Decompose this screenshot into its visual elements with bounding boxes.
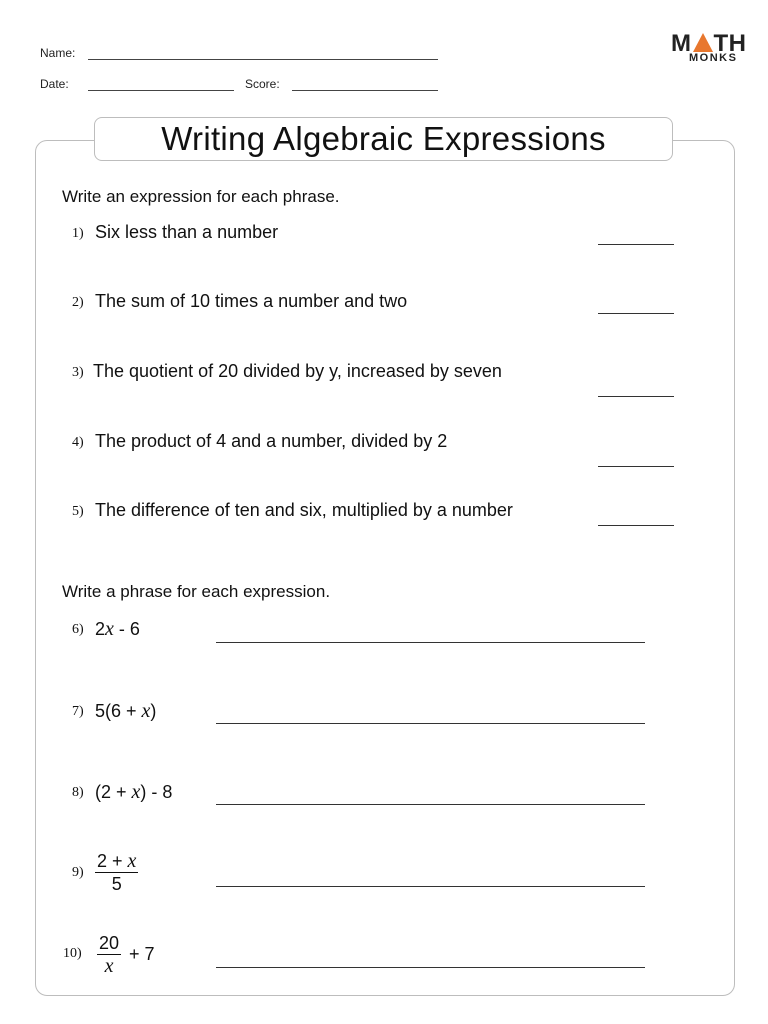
question-number: 2) xyxy=(72,295,84,310)
expression: 5(6 + x) xyxy=(95,700,157,722)
question-number: 10) xyxy=(63,946,82,961)
worksheet-frame xyxy=(35,140,735,996)
answer-line[interactable] xyxy=(598,525,674,526)
answer-line[interactable] xyxy=(598,313,674,314)
answer-line[interactable] xyxy=(216,723,645,724)
question-number: 7) xyxy=(72,704,84,719)
fraction-expression: $\frac{2 + x}{5}$ xyxy=(97,850,137,894)
logo-subtext: MONKS xyxy=(689,52,738,64)
question-number: 3) xyxy=(72,365,84,380)
score-label: Score: xyxy=(245,77,280,91)
title-box xyxy=(94,117,673,161)
question-number: 8) xyxy=(72,785,84,800)
section1-instruction: Write an expression for each phrase. xyxy=(62,187,340,206)
answer-line[interactable] xyxy=(216,804,645,805)
name-label: Name: xyxy=(40,46,76,60)
expression: (2 + x) - 8 xyxy=(95,781,173,803)
name-field[interactable] xyxy=(88,59,438,60)
score-field[interactable] xyxy=(292,90,438,91)
expression-tail: + 7 xyxy=(129,944,155,964)
question-text: Six less than a number xyxy=(95,222,279,242)
expression: 2x - 6 xyxy=(95,618,140,640)
question-text: The quotient of 20 divided by y, increased by seven xyxy=(93,361,502,381)
question-number: 5) xyxy=(72,504,84,519)
date-field[interactable] xyxy=(88,90,234,91)
date-label: Date: xyxy=(40,77,69,91)
answer-line[interactable] xyxy=(598,244,674,245)
answer-line[interactable] xyxy=(216,886,645,887)
question-text: The sum of 10 times a number and two xyxy=(95,291,408,311)
question-text: The difference of ten and six, multiplied by a number xyxy=(95,500,513,520)
question-text: The product of 4 and a number, divided by 2 xyxy=(95,431,448,451)
question-number: 9) xyxy=(72,865,84,880)
answer-line[interactable] xyxy=(598,396,674,397)
answer-line[interactable] xyxy=(216,967,645,968)
question-number: 1) xyxy=(72,226,84,241)
answer-line[interactable] xyxy=(216,642,645,643)
question-number: 4) xyxy=(72,435,84,450)
logo-text-right: TH xyxy=(713,30,747,57)
question-number: 6) xyxy=(72,622,84,637)
section2-instruction: Write a phrase for each expression. xyxy=(62,582,331,601)
page-title: Writing Algebraic Expressions xyxy=(161,120,606,157)
answer-line[interactable] xyxy=(598,466,674,467)
logo-triangle-icon xyxy=(693,33,713,52)
fraction-expression: $\frac{20}{x}$ xyxy=(99,933,120,977)
logo-text-left: M xyxy=(671,30,692,57)
